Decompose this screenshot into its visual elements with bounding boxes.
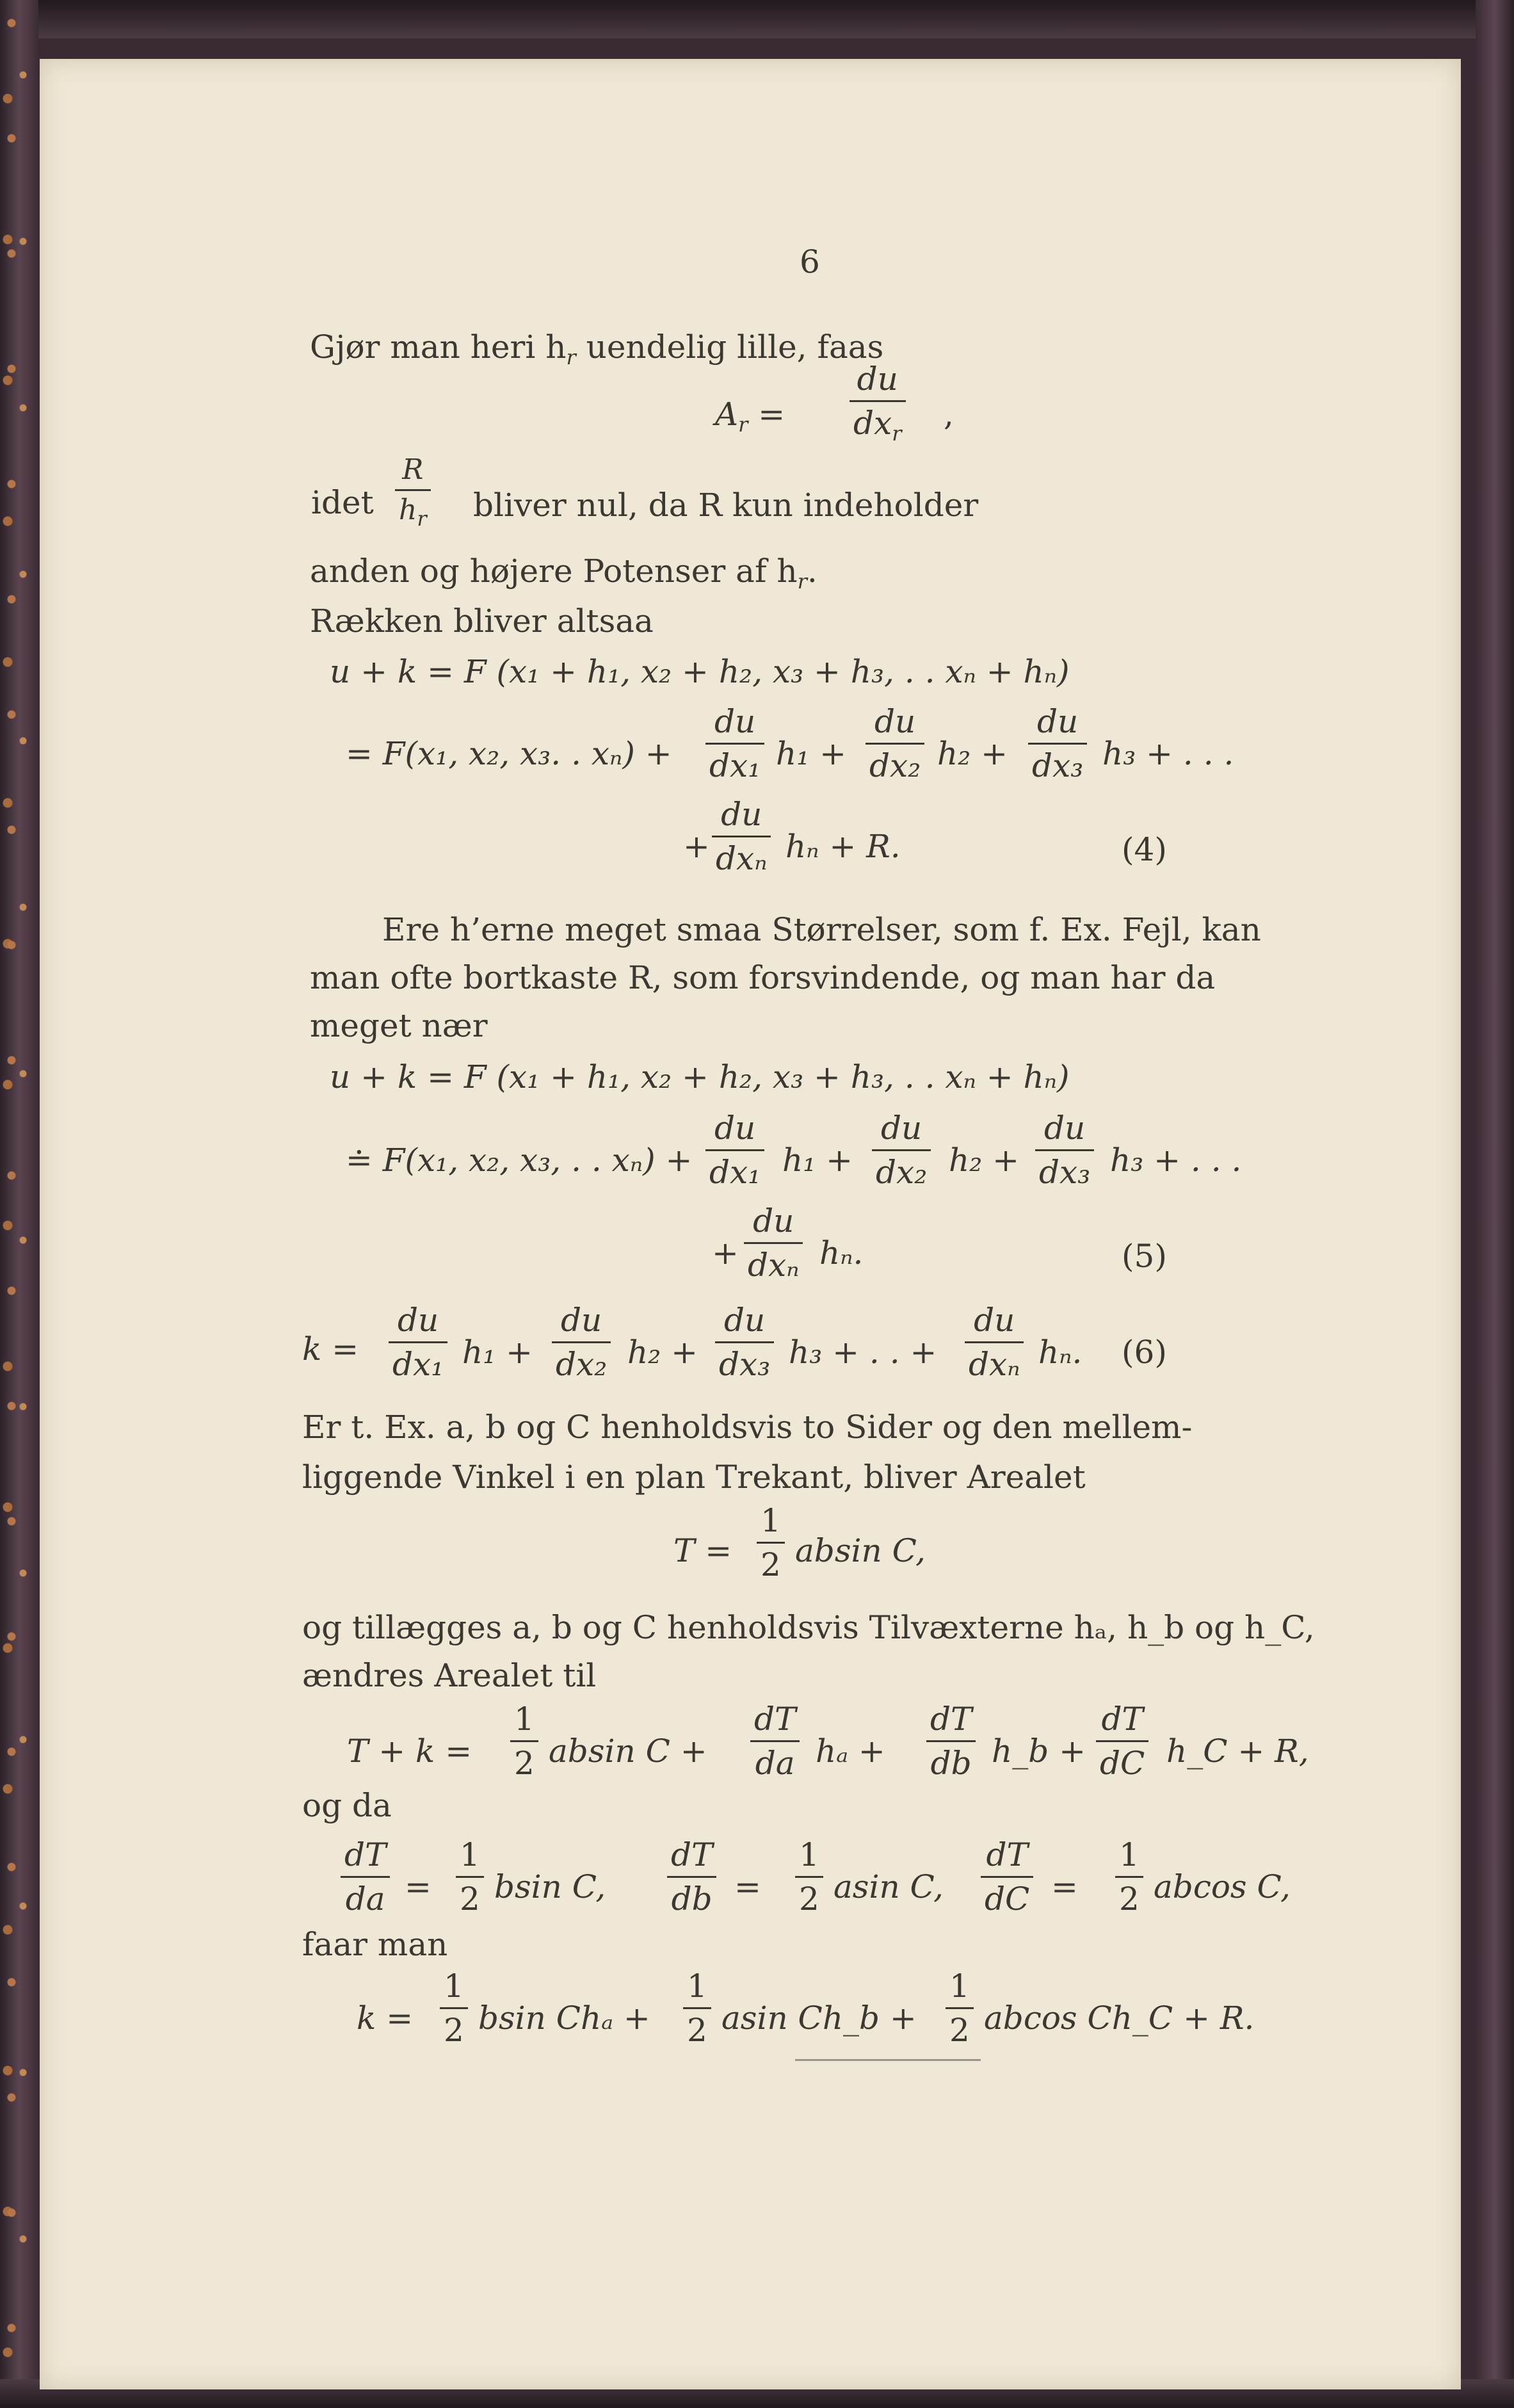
eqd-eq-1: =	[405, 1868, 431, 1905]
eq6-hn: hₙ.	[1038, 1334, 1083, 1371]
paragraph-3-line-2: liggende Vinkel i en plan Trekant, bliver Arealet	[302, 1459, 1086, 1496]
text-idet: idet	[311, 484, 374, 521]
eqk-term-2: asin Ch_b +	[721, 2000, 917, 2037]
text-faar-man: faar man	[302, 1926, 448, 1963]
eq5-frac-dx2: du dx₂	[872, 1112, 931, 1188]
paragraph-4-line-1: og tillægges a, b og C henholdsvis Tilvæxterne hₐ, h_b og h_C,	[302, 1609, 1315, 1646]
eq5-h3: h₃ + . . .	[1110, 1142, 1242, 1179]
book-binding-right	[1476, 0, 1514, 2408]
paragraph-2-line-3: meget nær	[310, 1007, 488, 1044]
eq4-h2: h₂ +	[937, 735, 1008, 772]
eq5-frac-dx1: du dx₁	[705, 1112, 764, 1188]
eq-tk-ha: hₐ +	[816, 1733, 885, 1770]
eq5-h1: h₁ +	[782, 1142, 853, 1179]
eqd-eq-2: =	[734, 1868, 761, 1905]
eq4-line2-start: = F(x₁, x₂, x₃. . xₙ) +	[346, 735, 672, 772]
eq5-hn: hₙ.	[819, 1234, 864, 1272]
eqd-half-3: 1 2	[1115, 1839, 1143, 1915]
eq5-frac-dx3: du dx₃	[1035, 1112, 1094, 1188]
equation-label-5: (5)	[1122, 1238, 1167, 1275]
eqd-rhs-1: bsin C,	[494, 1868, 606, 1905]
eq6-frac-dxn: du dxₙ	[965, 1304, 1024, 1380]
eq4-line1: u + k = F (x₁ + h₁, x₂ + h₂, x₃ + h₃, . . xₙ + hₙ)	[330, 653, 1070, 690]
eq6-frac-dx1: du dx₁	[389, 1304, 447, 1380]
eqd-eq-3: =	[1051, 1868, 1078, 1905]
eq5-h2: h₂ +	[949, 1142, 1020, 1179]
eq-tk-hb: h_b +	[992, 1733, 1086, 1770]
fraction-r-over-hr: R $h_r$	[395, 456, 431, 529]
eq5-plus: +	[712, 1234, 739, 1272]
eq4-frac-dx1: du dx₁	[705, 706, 764, 782]
eq-tk-frac-db: dT db	[926, 1703, 976, 1779]
paragraph-2-line-2: man ofte bortkaste R, som forsvindende, og man har da	[310, 959, 1216, 996]
eq6-frac-dx3: du dx₃	[715, 1304, 774, 1380]
equation-label-4: (4)	[1122, 831, 1167, 868]
eq6-h1: h₁ +	[462, 1334, 533, 1371]
eq-tk-frac-dc: dT dC	[1096, 1703, 1148, 1779]
eq6-lhs: k =	[302, 1330, 359, 1368]
page-number: 6	[800, 243, 820, 280]
eq4-hn-r: hₙ + R.	[785, 828, 901, 865]
eq4-frac-dx2: du dx₂	[866, 706, 924, 782]
eq-tk-half: 1 2	[510, 1703, 538, 1779]
eq-tk-hc: h_C + R,	[1166, 1733, 1309, 1770]
eq-t-rhs: absin C,	[795, 1532, 926, 1569]
eqk-half-1: 1 2	[440, 1970, 468, 2046]
eq5-frac-dxn: du dxₙ	[744, 1205, 803, 1281]
eq-t-half: 1 2	[757, 1505, 785, 1581]
eq4-plus: +	[683, 828, 710, 865]
paragraph-4-line-2: ændres Arealet til	[302, 1657, 597, 1694]
eq-tk-frac-da: dT da	[750, 1703, 800, 1779]
text-raekken: Rækken bliver altsaa	[310, 602, 654, 640]
eq-tk-lhs: T + k =	[347, 1733, 472, 1770]
eq-a-comma: ,	[944, 396, 954, 433]
book-page	[40, 59, 1461, 2389]
eq5-line1: u + k = F (x₁ + h₁, x₂ + h₂, x₃ + h₃, . . xₙ + hₙ)	[330, 1058, 1070, 1095]
eqk-half-3: 1 2	[946, 1970, 974, 2046]
eqd-rhs-3: abcos C,	[1154, 1868, 1291, 1905]
eq-t-lhs: T =	[673, 1532, 732, 1569]
eq6-h2: h₂ +	[627, 1334, 698, 1371]
eqd-frac-dc: dT dC	[981, 1839, 1033, 1915]
book-binding-top	[0, 0, 1514, 38]
eqk-lhs: k =	[357, 2000, 414, 2037]
paragraph-2-line-1: Ere h’erne meget smaa Størrelser, som f. Ex. Fejl, kan	[382, 911, 1261, 948]
eqd-frac-db: dT db	[667, 1839, 716, 1915]
eqd-rhs-2: asin C,	[834, 1868, 944, 1905]
eq4-frac-dxn: du dxₙ	[712, 798, 771, 875]
eq4-h3: h₃ + . . .	[1102, 735, 1234, 772]
eq6-frac-dx2: du dx₂	[552, 1304, 611, 1380]
bottom-rule	[795, 2059, 981, 2061]
book-binding-left	[0, 0, 38, 2408]
equation-label-6: (6)	[1122, 1334, 1167, 1371]
eq-tk-mid: absin C +	[549, 1733, 707, 1770]
paragraph-3-line-1: Er t. Ex. a, b og C henholdsvis to Sider og den mellem-	[302, 1409, 1193, 1446]
eq-a-fraction: du $dx_r$	[850, 363, 906, 444]
eq-a-lhs: $A_r$ =	[715, 396, 785, 437]
eq5-line2-start: ≐ F(x₁, x₂, x₃, . . xₙ) +	[346, 1142, 693, 1179]
eqk-half-2: 1 2	[683, 1970, 711, 2046]
eq4-h1: h₁ +	[776, 735, 847, 772]
eqk-term-1: bsin Chₐ +	[478, 2000, 650, 2037]
eqk-term-3: abcos Ch_C + R.	[984, 2000, 1255, 2037]
eqd-half-2: 1 2	[795, 1839, 823, 1915]
eq4-frac-dx3: du dx₃	[1028, 706, 1087, 782]
paragraph-1: Gjør man heri $h_r$ uendelig lille, faas	[310, 328, 884, 369]
eqd-half-1: 1 2	[456, 1839, 484, 1915]
text-anden: anden og højere Potenser af $h_r$.	[310, 553, 817, 594]
eqd-frac-da: dT da	[341, 1839, 390, 1915]
text-og-da: og da	[302, 1787, 392, 1824]
text-bliver-nul: bliver nul, da R kun indeholder	[473, 487, 979, 524]
eq6-h3: h₃ + . . +	[789, 1334, 937, 1371]
